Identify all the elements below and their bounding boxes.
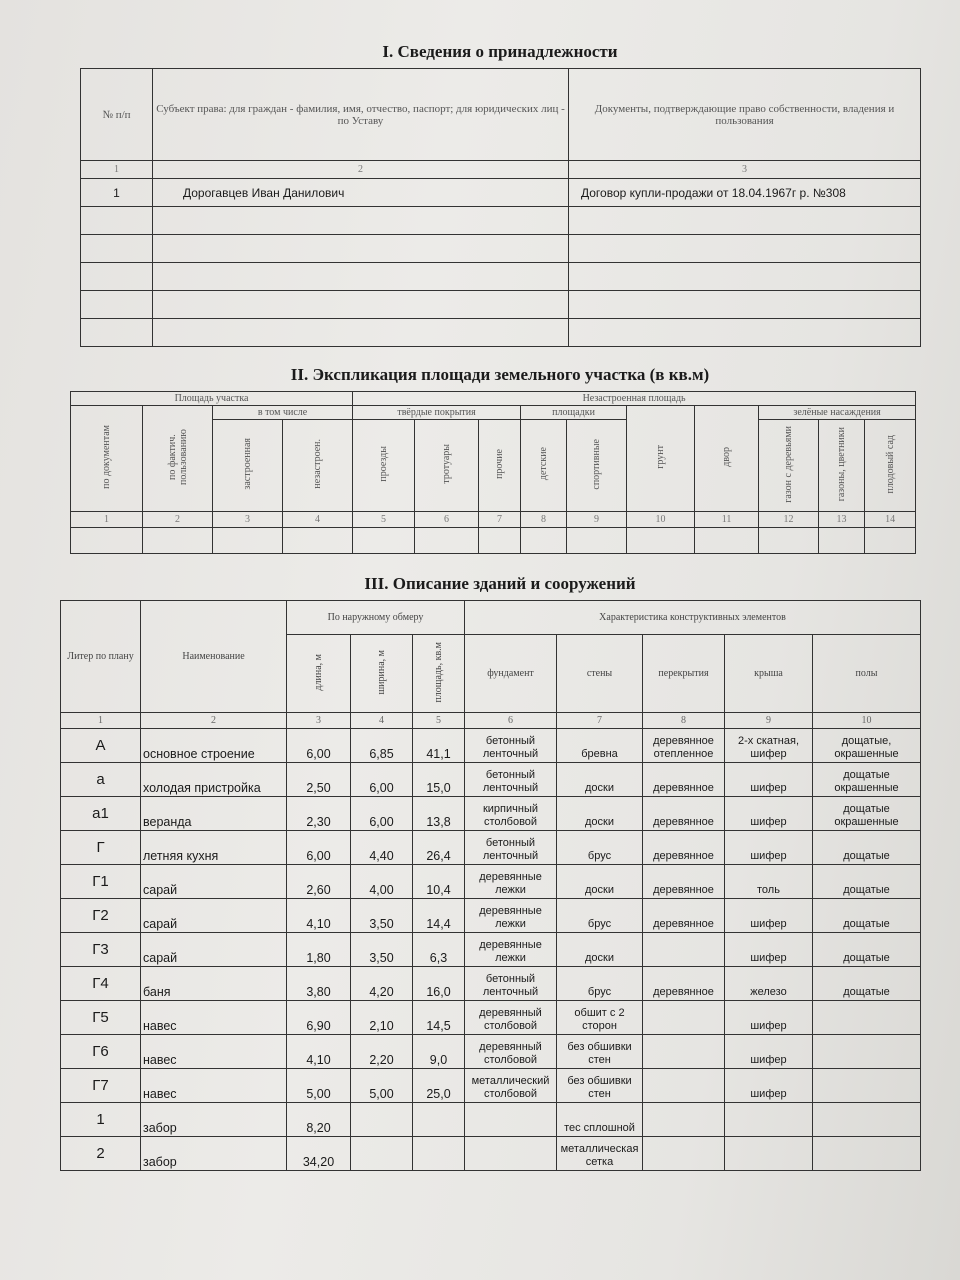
building-foundation: деревянный столбовой	[465, 1001, 557, 1035]
building-overlap: деревянное	[643, 967, 725, 1001]
header-length: длина, м	[287, 635, 351, 713]
building-liter: 2	[61, 1137, 141, 1171]
building-name: сарай	[141, 933, 287, 967]
table-row	[61, 797, 921, 831]
group-hard: твёрдые покрытия	[353, 406, 521, 420]
header-overlap: перекрытия	[643, 635, 725, 713]
building-floor	[813, 1103, 921, 1137]
building-roof: шифер	[725, 831, 813, 865]
building-walls: брус	[557, 899, 643, 933]
building-name: сарай	[141, 899, 287, 933]
col-number: 2	[153, 161, 569, 179]
col-by-actual-use: по фактич. пользованию	[143, 406, 213, 512]
building-floor	[813, 1035, 921, 1069]
building-name: основное строение	[141, 729, 287, 763]
document-page	[60, 20, 940, 1270]
table-row	[81, 179, 921, 207]
land-colnum-row: 1 2 3 4 5 6 7 8 9 10 11 12 13 14	[71, 512, 916, 528]
building-roof: 2-х скатная, шифер	[725, 729, 813, 763]
col-orchard: плодовый сад	[865, 420, 916, 512]
owner-subject: Дорогавцев Иван Данилович	[153, 179, 569, 207]
header-width: ширина, м	[351, 635, 413, 713]
building-walls: доски	[557, 865, 643, 899]
table-row	[61, 967, 921, 1001]
table-row	[61, 865, 921, 899]
land-area-table	[70, 391, 916, 554]
building-roof: железо	[725, 967, 813, 1001]
header-name: Наименование	[141, 601, 287, 713]
building-width: 3,50	[351, 899, 413, 933]
table-row	[61, 1035, 921, 1069]
building-name: летняя кухня	[141, 831, 287, 865]
building-width	[351, 1137, 413, 1171]
section3-title: III. Описание зданий и сооружений	[364, 574, 636, 593]
building-liter: а1	[61, 797, 141, 831]
building-floor: дощатые	[813, 865, 921, 899]
building-liter: Г1	[61, 865, 141, 899]
table-row	[61, 1069, 921, 1103]
building-walls: доски	[557, 933, 643, 967]
building-walls: бревна	[557, 729, 643, 763]
building-name: веранда	[141, 797, 287, 831]
building-area	[413, 1137, 465, 1171]
building-foundation: деревянный столбовой	[465, 1035, 557, 1069]
building-walls: доски	[557, 797, 643, 831]
building-floor: дощатые	[813, 967, 921, 1001]
building-width: 5,00	[351, 1069, 413, 1103]
building-overlap: деревянное	[643, 899, 725, 933]
col-children: детские	[521, 420, 567, 512]
col-unbuilt: незастроен.	[283, 420, 353, 512]
building-roof: шифер	[725, 1069, 813, 1103]
building-roof	[725, 1103, 813, 1137]
group-including: в том числе	[213, 406, 353, 420]
building-length: 6,00	[287, 831, 351, 865]
building-overlap	[643, 1035, 725, 1069]
building-roof: шифер	[725, 763, 813, 797]
building-floor: дощатые окрашенные	[813, 797, 921, 831]
building-name: навес	[141, 1069, 287, 1103]
header-floors: полы	[813, 635, 921, 713]
building-floor	[813, 1069, 921, 1103]
building-liter: Г2	[61, 899, 141, 933]
building-width: 4,20	[351, 967, 413, 1001]
ownership-header-row	[81, 69, 921, 161]
header-foundation: фундамент	[465, 635, 557, 713]
building-name: навес	[141, 1001, 287, 1035]
header-walls: стены	[557, 635, 643, 713]
building-area: 9,0	[413, 1035, 465, 1069]
building-area: 25,0	[413, 1069, 465, 1103]
owner-document: Договор купли-продажи от 18.04.1967г р. №308	[569, 179, 921, 207]
building-walls: без обшивки стен	[557, 1035, 643, 1069]
building-foundation: деревянные лежки	[465, 865, 557, 899]
col-driveways: проезды	[353, 420, 415, 512]
building-liter: 1	[61, 1103, 141, 1137]
buildings-table	[60, 600, 921, 1171]
col-sports: спортивные	[567, 420, 627, 512]
table-row	[61, 763, 921, 797]
building-name: баня	[141, 967, 287, 1001]
col-lawn-trees: газон с деревьями	[759, 420, 819, 512]
building-name: сарай	[141, 865, 287, 899]
building-floor: дощатые	[813, 899, 921, 933]
building-area	[413, 1103, 465, 1137]
building-foundation: деревянные лежки	[465, 899, 557, 933]
table-row	[61, 1103, 921, 1137]
header-roof: крыша	[725, 635, 813, 713]
building-walls: обшит с 2 сторон	[557, 1001, 643, 1035]
building-overlap: деревянное отепленное	[643, 729, 725, 763]
building-width: 4,40	[351, 831, 413, 865]
building-liter: Г6	[61, 1035, 141, 1069]
owner-num: 1	[81, 179, 153, 207]
col-number: 1	[81, 161, 153, 179]
buildings-body	[61, 729, 921, 1171]
building-overlap: деревянное	[643, 831, 725, 865]
building-foundation: бетонный ленточный	[465, 729, 557, 763]
building-name: холодая пристройка	[141, 763, 287, 797]
building-overlap	[643, 1103, 725, 1137]
building-overlap: деревянное	[643, 865, 725, 899]
building-foundation: бетонный ленточный	[465, 831, 557, 865]
building-length: 6,90	[287, 1001, 351, 1035]
building-foundation: деревянные лежки	[465, 933, 557, 967]
building-length: 2,60	[287, 865, 351, 899]
table-row-empty	[81, 263, 921, 291]
table-row	[61, 899, 921, 933]
header-documents: Документы, подтверждающие право собственности, владения и пользования	[569, 69, 921, 161]
buildings-colnum-row: 1 2 3 4 5 6 7 8 9 10	[61, 713, 921, 729]
building-length: 4,10	[287, 1035, 351, 1069]
header-outer: По наружному обмеру	[287, 601, 465, 635]
building-width: 3,50	[351, 933, 413, 967]
col-by-documents: по документам	[71, 406, 143, 512]
building-length: 6,00	[287, 729, 351, 763]
header-subject: Субъект права: для граждан - фамилия, имя, отчество, паспорт; для юридических лиц - по Уставу	[153, 69, 569, 161]
section2-title: II. Экспликация площади земельного участка (в кв.м)	[290, 365, 710, 384]
building-roof: шифер	[725, 797, 813, 831]
building-roof: шифер	[725, 1001, 813, 1035]
building-liter: Г4	[61, 967, 141, 1001]
table-row-empty	[71, 528, 916, 554]
building-walls: без обшивки стен	[557, 1069, 643, 1103]
table-row	[61, 729, 921, 763]
building-liter: Г	[61, 831, 141, 865]
table-row	[61, 831, 921, 865]
building-walls: брус	[557, 967, 643, 1001]
building-area: 13,8	[413, 797, 465, 831]
group-area: Площадь участка	[71, 392, 353, 406]
building-area: 14,4	[413, 899, 465, 933]
building-liter: Г7	[61, 1069, 141, 1103]
building-foundation: кирпичный столбовой	[465, 797, 557, 831]
header-characteristics: Характеристика конструктивных элементов	[465, 601, 921, 635]
building-area: 15,0	[413, 763, 465, 797]
building-foundation	[465, 1137, 557, 1171]
table-row	[61, 1137, 921, 1171]
building-roof: шифер	[725, 933, 813, 967]
col-sidewalks: тротуары	[415, 420, 479, 512]
building-name: забор	[141, 1103, 287, 1137]
building-area: 10,4	[413, 865, 465, 899]
building-width: 4,00	[351, 865, 413, 899]
building-name: навес	[141, 1035, 287, 1069]
building-floor	[813, 1001, 921, 1035]
building-area: 16,0	[413, 967, 465, 1001]
group-undeveloped: Незастроенная площадь	[353, 392, 916, 406]
building-length: 1,80	[287, 933, 351, 967]
building-length: 4,10	[287, 899, 351, 933]
building-liter: А	[61, 729, 141, 763]
group-playgrounds: площадки	[521, 406, 627, 420]
section1-title: I. Сведения о принадлежности	[382, 42, 618, 61]
building-area: 14,5	[413, 1001, 465, 1035]
group-green: зелёные насаждения	[759, 406, 916, 420]
building-floor: дощатые окрашенные	[813, 763, 921, 797]
building-length: 8,20	[287, 1103, 351, 1137]
building-foundation	[465, 1103, 557, 1137]
col-number: 3	[569, 161, 921, 179]
building-overlap: деревянное	[643, 763, 725, 797]
building-width: 2,20	[351, 1035, 413, 1069]
col-yard: двор	[695, 406, 759, 512]
building-walls: доски	[557, 763, 643, 797]
building-length: 2,50	[287, 763, 351, 797]
building-walls: брус	[557, 831, 643, 865]
building-floor: дощатые	[813, 831, 921, 865]
building-floor: дощатые, окрашенные	[813, 729, 921, 763]
building-liter: Г3	[61, 933, 141, 967]
table-row	[61, 1001, 921, 1035]
building-foundation: бетонный ленточный	[465, 967, 557, 1001]
header-area: площадь, кв.м	[413, 635, 465, 713]
building-overlap: деревянное	[643, 797, 725, 831]
building-foundation: бетонный ленточный	[465, 763, 557, 797]
building-walls: металлическая сетка	[557, 1137, 643, 1171]
building-walls: тес сплошной	[557, 1103, 643, 1137]
building-name: забор	[141, 1137, 287, 1171]
table-row-empty	[81, 291, 921, 319]
building-length: 3,80	[287, 967, 351, 1001]
ownership-colnum-row	[81, 161, 921, 179]
building-width: 6,85	[351, 729, 413, 763]
building-length: 34,20	[287, 1137, 351, 1171]
building-area: 26,4	[413, 831, 465, 865]
building-width: 6,00	[351, 763, 413, 797]
building-roof: шифер	[725, 1035, 813, 1069]
table-row-empty	[81, 319, 921, 347]
building-liter: а	[61, 763, 141, 797]
building-liter: Г5	[61, 1001, 141, 1035]
header-liter: Литер по плану	[61, 601, 141, 713]
table-row-empty	[81, 235, 921, 263]
header-num: № п/п	[81, 69, 153, 161]
col-lawns-flowers: газоны, цветники	[819, 420, 865, 512]
table-row	[61, 933, 921, 967]
building-width: 6,00	[351, 797, 413, 831]
building-floor: дощатые	[813, 933, 921, 967]
building-roof: толь	[725, 865, 813, 899]
building-overlap	[643, 1137, 725, 1171]
table-row-empty	[81, 207, 921, 235]
building-area: 6,3	[413, 933, 465, 967]
building-roof: шифер	[725, 899, 813, 933]
building-overlap	[643, 933, 725, 967]
col-soil: грунт	[627, 406, 695, 512]
building-floor	[813, 1137, 921, 1171]
building-width: 2,10	[351, 1001, 413, 1035]
ownership-table	[80, 68, 921, 347]
building-overlap	[643, 1001, 725, 1035]
col-other: прочие	[479, 420, 521, 512]
building-width	[351, 1103, 413, 1137]
building-length: 5,00	[287, 1069, 351, 1103]
building-area: 41,1	[413, 729, 465, 763]
building-foundation: металлический столбовой	[465, 1069, 557, 1103]
building-length: 2,30	[287, 797, 351, 831]
col-built: застроенная	[213, 420, 283, 512]
building-overlap	[643, 1069, 725, 1103]
building-roof	[725, 1137, 813, 1171]
